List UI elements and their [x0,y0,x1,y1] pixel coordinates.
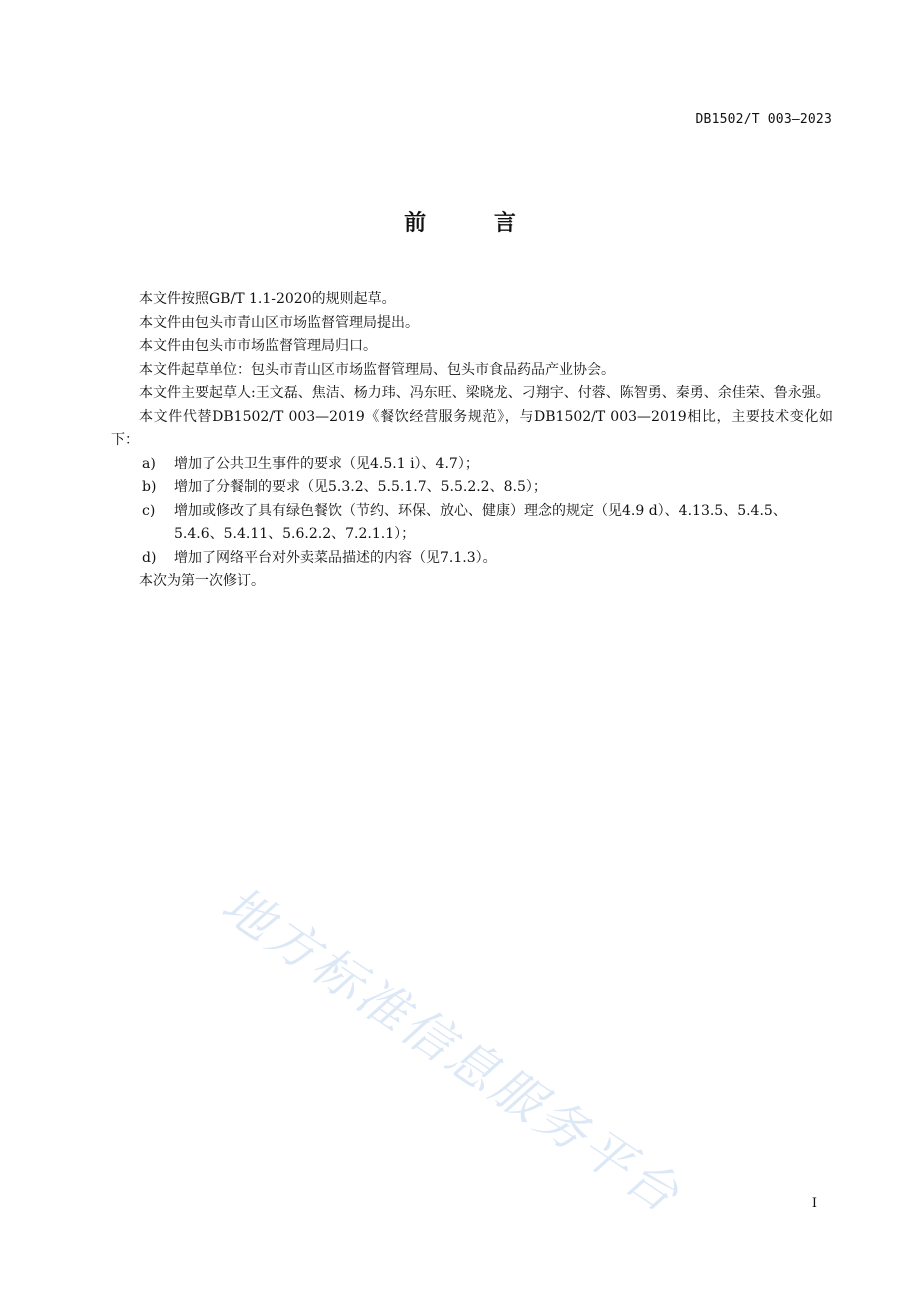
list-item [111,453,833,477]
list-marker: d) [142,549,157,566]
paragraph: 本文件由包头市市场监督管理局归口。 [139,338,377,354]
paragraph: 本文件代替DB1502/T 003—2019《餐饮经营服务规范》，与DB1502/T 003—2019相比，主要技术变化如下： [111,408,833,448]
page-title: 前 言 [404,211,546,236]
watermark: 地方标准信息服务平台 [211,875,692,1226]
list-item [111,476,833,500]
paragraph: 本文件按照GB/T 1.1-2020的规则起草。 [139,291,396,307]
list-marker: a) [142,455,156,472]
closing-paragraph: 本次为第一次修订。 [139,573,265,589]
doc-code: DB1502/T 003—2023 [695,112,832,127]
list-item [111,500,833,547]
list-marker: b) [142,479,157,495]
list-item-text: 增加了分餐制的要求（见5.3.2、5.5.1.7、5.5.2.2、8.5）； [174,479,547,495]
document-body [111,288,833,594]
page-number: I [811,1196,817,1211]
list-item [111,547,833,571]
paragraph: 本文件起草单位：包头市青山区市场监督管理局、包头市食品药品产业协会。 [139,361,615,378]
list-item-text: 增加了公共卫生事件的要求（见4.5.1 i）、4.7）； [174,455,479,472]
list-marker: c) [142,502,156,519]
list-item-text: 增加了网络平台对外卖菜品描述的内容（见7.1.3）。 [174,549,497,566]
list-item-text: 增加或修改了具有绿色餐饮（节约、环保、放心、健康）理念的规定（见4.9 d）、4.13.5、5.4.5、5.4.6、5.4.11、5.6.2.2、7.2.1.1）； [174,502,787,542]
paragraph: 本文件主要起草人:王文磊、焦洁、杨力玮、冯东旺、梁晓龙、刁翔宇、付蓉、陈智勇、秦勇、余佳荣、鲁永强。 [139,385,830,401]
paragraph: 本文件由包头市青山区市场监督管理局提出。 [139,314,419,331]
